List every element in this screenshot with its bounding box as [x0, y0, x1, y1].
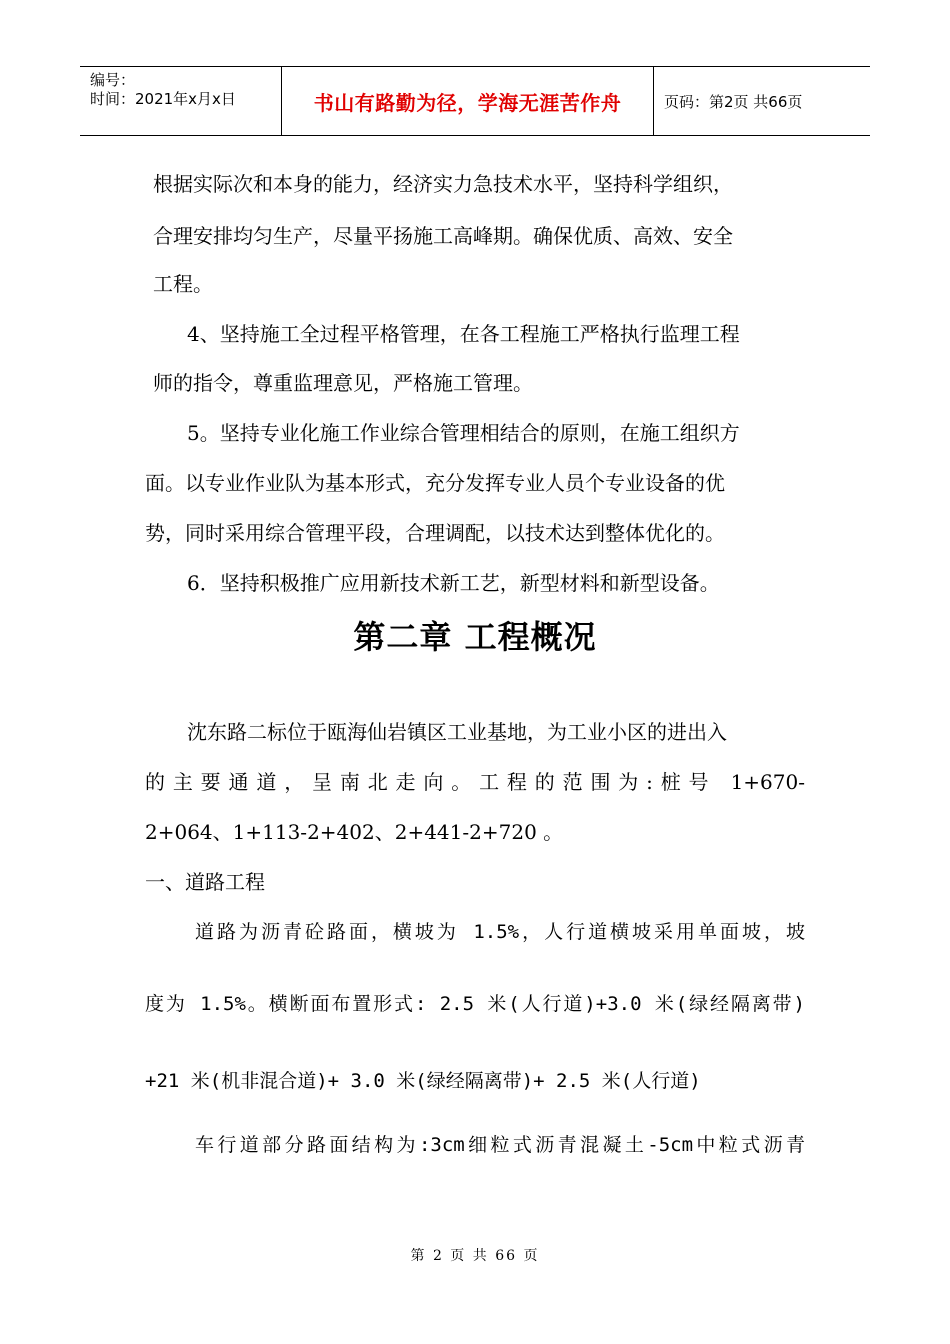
header-meta	[80, 67, 282, 135]
paragraph-line: 面。以专业作业队为基本形式，充分发挥专业人员个专业设备的优	[145, 471, 725, 495]
paragraph-line: 师的指令，尊重监理意见，严格施工管理。	[153, 371, 533, 395]
overview-line: 的主要通道，呈南北走向。工程的范围为:桩号 1+670-	[145, 770, 805, 794]
section-line: 道路为沥青砼路面，横坡为 1.5%，人行道横坡采用单面坡，坡	[195, 921, 805, 943]
header-motto: 书山有路勤为径，学海无涯苦作舟	[282, 67, 654, 135]
paragraph-line: 5。坚持专业化施工作业综合管理相结合的原则，在施工组织方	[187, 421, 740, 445]
section-heading: 一、道路工程	[145, 870, 265, 894]
page-header	[80, 66, 870, 136]
document-number-label: 编号：	[90, 71, 136, 89]
section-line: 度为 1.5%。横断面布置形式: 2.5 米(人行道)+3.0 米(绿经隔离带)	[145, 993, 805, 1015]
header-page-info: 页码：第2页 共66页	[664, 92, 803, 111]
section-line: 车行道部分路面结构为:3cm细粒式沥青混凝土-5cm中粒式沥青	[195, 1134, 805, 1156]
overview-line: 沈东路二标位于瓯海仙岩镇区工业基地，为工业小区的进出入	[187, 720, 727, 744]
paragraph-line: 势，同时采用综合管理平段，合理调配，以技术达到整体优化的。	[145, 521, 725, 545]
chapter-title: 第二章 工程概况	[353, 618, 597, 656]
paragraph-line: 工程。	[153, 272, 213, 296]
paragraph-line: 合理安排均匀生产，尽量平扬施工高峰期。确保优质、高效、安全	[153, 224, 733, 248]
paragraph-line: 根据实际次和本身的能力，经济实力急技术水平，坚持科学组织，	[153, 172, 733, 196]
paragraph-line: 6．坚持积极推广应用新技术新工艺，新型材料和新型设备。	[187, 571, 720, 595]
overview-line: 2+064、1+113-2+402、2+441-2+720 。	[145, 820, 564, 844]
page-footer: 第 2 页 共 66 页	[410, 1248, 540, 1264]
section-line: +21 米(机非混合道)+ 3.0 米(绿经隔离带)+ 2.5 米(人行道)	[145, 1070, 701, 1092]
paragraph-line: 4、坚持施工全过程平格管理，在各工程施工严格执行监理工程	[187, 322, 740, 346]
document-time-label: 时间：2021年x月x日	[90, 90, 236, 108]
